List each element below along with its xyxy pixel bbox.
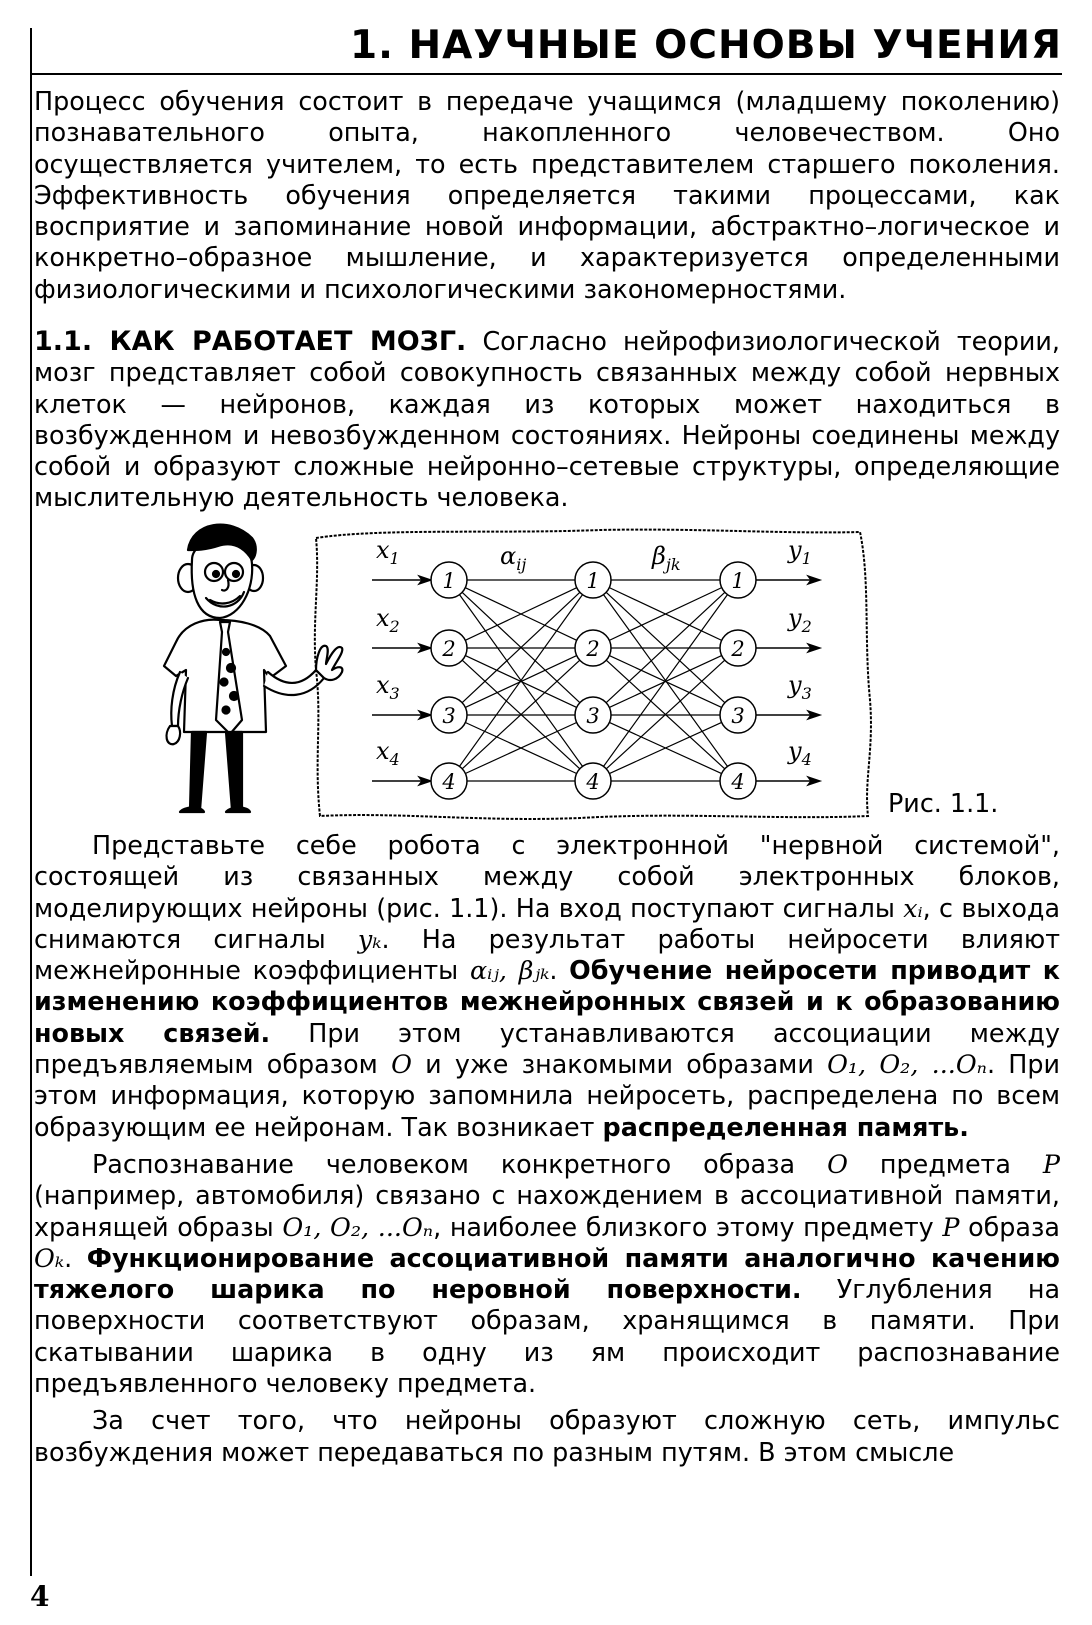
neuron-l1-3-label: 3 [442, 704, 456, 728]
neuron-l3-4-label: 4 [731, 770, 745, 794]
neuron-l2-4-label: 4 [586, 770, 600, 794]
input-label-x3: $x_3$ [376, 671, 400, 703]
chapter-title: 1. НАУЧНЫЕ ОСНОВЫ УЧЕНИЯ [349, 23, 1062, 68]
neuron-l3-1-label: 1 [731, 569, 745, 593]
neuron-l2-2-label: 2 [586, 637, 600, 661]
input-label-x1: $x_1$ [376, 536, 400, 568]
input-label-x4: $x_4$ [376, 737, 400, 769]
page-frame-line [30, 28, 32, 1576]
paragraphs-main [34, 830, 1060, 1468]
paragraph-network-paths: За счет того, что нейроны образуют сложную сеть, импульс возбуждения может передаваться по разным путям. В этом смысле [34, 1405, 1060, 1467]
header-rule [30, 73, 1062, 75]
neuron-l3-3-label: 3 [731, 704, 745, 728]
neuron-l3-2-label: 2 [731, 637, 745, 661]
weight-label-alpha: $\alpha_{ij}$ [500, 542, 527, 574]
neuron-l2-3-label: 3 [586, 704, 600, 728]
neuron-l1-2-label: 2 [442, 637, 456, 661]
weight-label-beta: $\beta_{jk}$ [652, 542, 681, 574]
figure-svg [80, 520, 1010, 840]
output-label-y1: $y_1$ [788, 536, 812, 568]
figure-caption: Рис. 1.1. [888, 788, 999, 818]
connections-layer-2-3 [604, 580, 728, 781]
intro-paragraph [34, 86, 1060, 305]
figure-neural-network [80, 520, 1010, 840]
output-label-y4: $y_4$ [788, 737, 812, 769]
section-1-1 [34, 326, 1060, 514]
paragraph-robot: Представьте себе робота с электронной "нервной системой", состоящей из связанных между собой электронных блоков, моделирующих нейроны (рис. 1.1). На вход поступают сигналы xᵢ, с выхода снимаются сигналы yₖ. На результат работы нейросети влияют межнейронные коэффициенты αᵢⱼ, βⱼₖ. Обучение нейросети приводит к изменению коэффициентов межнейронных связей и к образованию новых связей. При этом устанавливаются ассоциации между предъявляемым образом O и уже знакомыми образами O₁, O₂, ...Oₙ. При этом информация, которую запомнила нейросеть, распределена по всем образующим ее нейронам. Так возникает распределенная память. [34, 830, 1061, 1142]
connections-layer-1-2 [459, 580, 582, 781]
neuron-l1-4-label: 4 [442, 770, 456, 794]
intro-text: Процесс обучения состоит в передаче учащимся (младшему поколению) познавательного опыта, накопленного человечеством. Оно осуществляется учителем, то есть представителем старшего поколения. Эффективность обучения определяется такими процессами, как восприятие и запоминание новой информации, абстрактно–логическое и конкретно–образное мышление, и характеризуется определенными физиологическими и психологическими закономерностями. [34, 86, 1060, 304]
page-number: 4 [30, 1580, 50, 1613]
section-text: Согласно нейрофизиологической теории, мозг представляет собой совокупность связанных между собой нервных клеток — нейронов, каждая из которых может находиться в возбужденном и невозбужденном состояниях. Нейроны соединены между собой и образуют сложные нейронно–сетевые структуры, определяющие мыслительную деятельность человека. [34, 326, 1060, 513]
neuron-l2-1-label: 1 [586, 569, 600, 593]
paragraph-recognition: Распознавание человеком конкретного образа O предмета P (например, автомобиля) связано с нахождением в ассоциативной памяти, хранящей образы O₁, O₂, ...Oₙ, наиболее близкого этому предмету P образа Oₖ. Функционирование ассоциативной памяти аналогично качению тяжелого шарика по неровной поверхности. Углубления на поверхности соответствуют образам, хранящимся в памяти. При скатывании шарика в одну из ям происходит распознавание предъявленного человеку предмета. [34, 1148, 1061, 1399]
output-label-y2: $y_2$ [788, 604, 812, 636]
cartoon-boy-illustration [164, 525, 342, 812]
output-label-y3: $y_3$ [788, 671, 812, 703]
input-label-x2: $x_2$ [376, 604, 400, 636]
neuron-l1-1-label: 1 [442, 569, 456, 593]
section-title: 1.1. КАК РАБОТАЕТ МОЗГ. [34, 326, 467, 357]
